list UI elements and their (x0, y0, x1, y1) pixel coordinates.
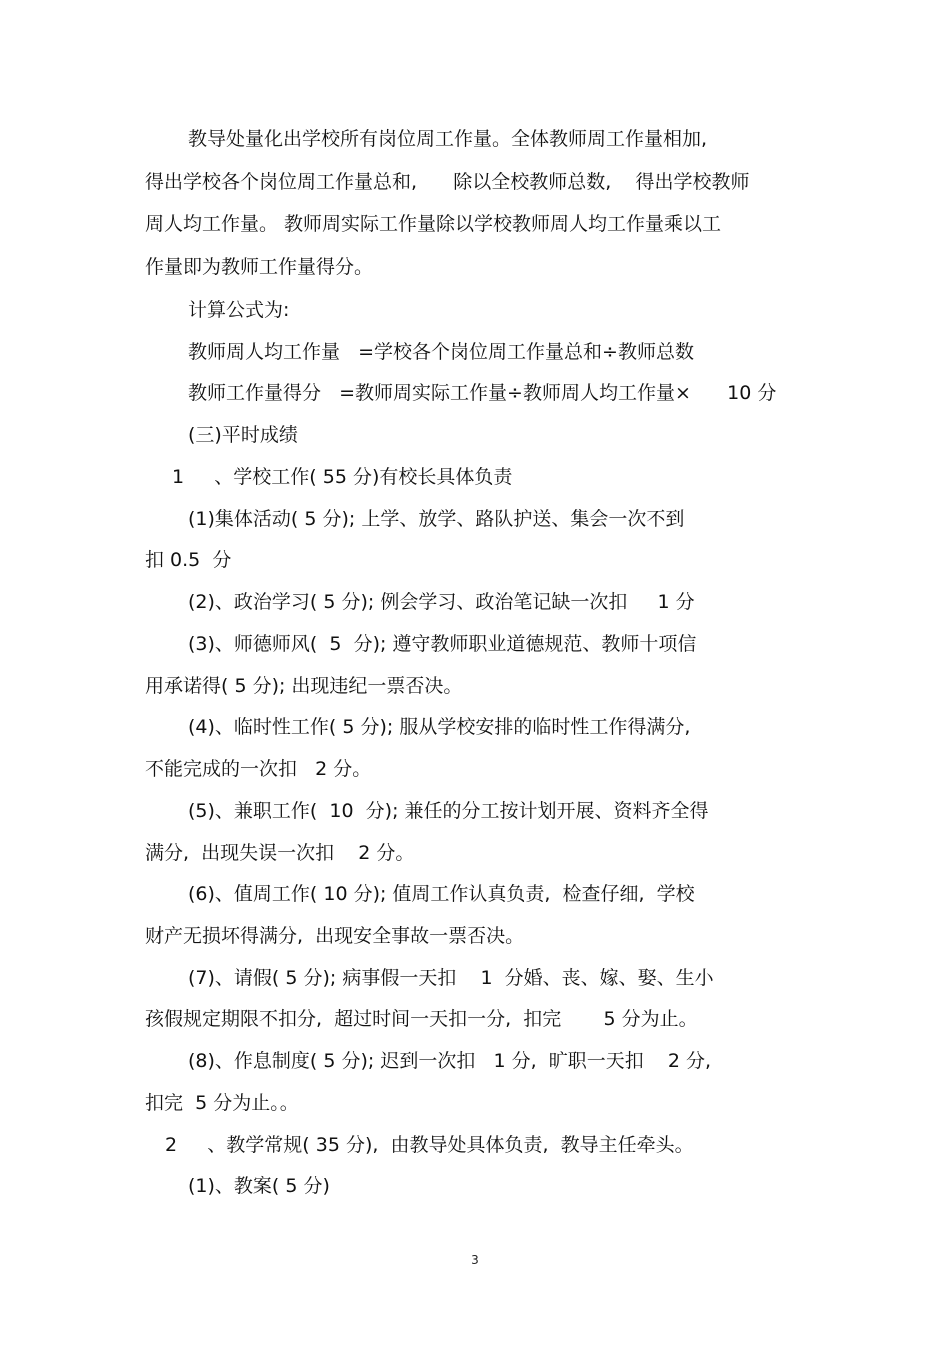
item-line: (8)、作息制度( 5 分); 迟到一次扣 1 分, 旷职一天扣 2 分, (188, 1050, 712, 1072)
item-line: (1)集体活动( 5 分); 上学、放学、路队护送、集会一次不到 (188, 508, 685, 530)
section-heading: (三)平时成绩 (188, 424, 298, 446)
item-line: 扣 0.5 分 (145, 549, 232, 571)
item-line: 满分, 出现失误一次扣 2 分。 (145, 842, 415, 864)
subsection-heading: 1 、学校工作( 55 分)有校长具体负责 (172, 466, 513, 488)
subsection-heading: 2 、教学常规( 35 分), 由教导处具体负责, 教导主任牵头。 (165, 1134, 694, 1156)
formula-heading: 计算公式为: (188, 299, 290, 321)
item-line: (1)、教案( 5 分) (188, 1175, 330, 1197)
item-line: (5)、兼职工作( 10 分); 兼任的分工按计划开展、资料齐全得 (188, 800, 709, 822)
item-line: (3)、师德师风( 5 分); 遵守教师职业道德规范、教师十项信 (188, 633, 697, 655)
formula-line: 教师工作量得分 =教师周实际工作量÷教师周人均工作量× 10 分 (188, 382, 777, 404)
item-line: (2)、政治学习( 5 分); 例会学习、政治笔记缺一次扣 1 分 (188, 591, 695, 613)
paragraph-line: 教导处量化出学校所有岗位周工作量。全体教师周工作量相加, (188, 128, 708, 150)
page-number: 3 (471, 1253, 479, 1267)
item-line: (4)、临时性工作( 5 分); 服从学校安排的临时性工作得满分, (188, 716, 691, 738)
paragraph-line: 作量即为教师工作量得分。 (145, 256, 374, 278)
item-line: 不能完成的一次扣 2 分。 (145, 758, 372, 780)
paragraph-line: 周人均工作量。 教师周实际工作量除以学校教师周人均工作量乘以工 (145, 213, 722, 235)
item-line: (6)、值周工作( 10 分); 值周工作认真负责, 检查仔细, 学校 (188, 883, 695, 905)
paragraph-line: 得出学校各个岗位周工作量总和, 除以全校教师总数, 得出学校教师 (145, 171, 750, 193)
item-line: 孩假规定期限不扣分, 超过时间一天扣一分, 扣完 5 分为止。 (145, 1008, 698, 1030)
item-line: 用承诺得( 5 分); 出现违纪一票否决。 (145, 675, 463, 697)
item-line: (7)、请假( 5 分); 病事假一天扣 1 分婚、丧、嫁、娶、生小 (188, 967, 714, 989)
item-line: 扣完 5 分为止。。 (145, 1092, 299, 1114)
formula-line: 教师周人均工作量 =学校各个岗位周工作量总和÷教师总数 (188, 341, 694, 363)
item-line: 财产无损坏得满分, 出现安全事故一票否决。 (145, 925, 525, 947)
